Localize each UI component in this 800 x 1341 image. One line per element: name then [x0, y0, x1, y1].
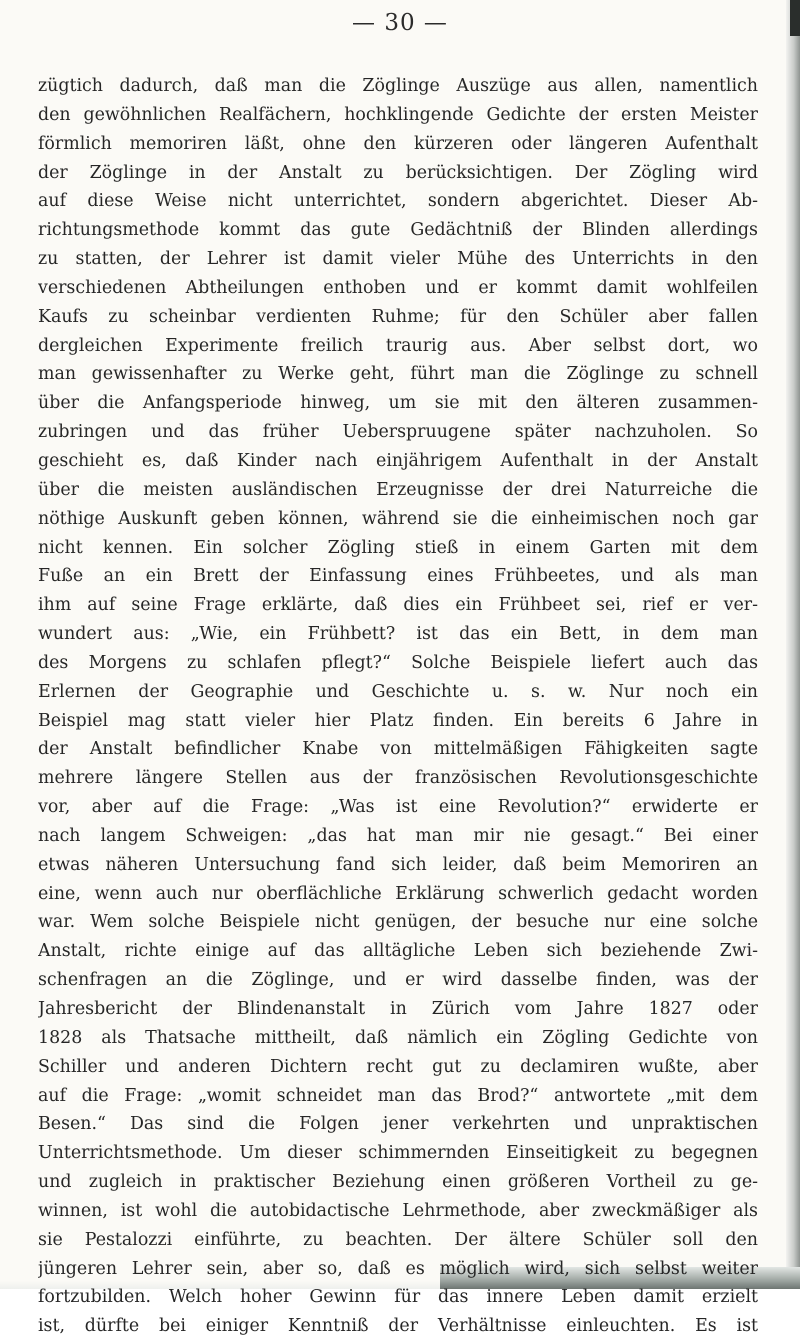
text-line: ist, dürfte bei einiger Kenntniß der Verhältnisse einleuchten. Es ist — [38, 1316, 758, 1337]
text-line: Anstalt, richte einige auf das alltägliche Leben sich beziehende Zwi- — [38, 941, 758, 962]
text-line: des Morgens zu schlafen pflegt?“ Solche Beispiele liefert auch das — [38, 652, 758, 673]
text-line: 1828 als Thatsache mittheilt, daß nämlich ein Zögling Gedichte von — [38, 1027, 758, 1048]
text-line: wundert aus: „Wie, ein Frühbett? ist das ein Bett, in dem man — [38, 624, 758, 645]
text-line: richtungsmethode kommt das gute Gedächtniß der Blinden allerdings — [38, 220, 758, 241]
text-line: Beispiel mag statt vieler hier Platz finden. Ein bereits 6 Jahre in — [38, 710, 758, 731]
text-line: winnen, ist wohl die autobidactische Lehrmethode, aber zweckmäßiger als — [38, 1200, 758, 1221]
text-line: geschieht es, daß Kinder nach einjährigem Aufenthalt in der Anstalt — [38, 450, 758, 471]
text-line: Besen.“ Das sind die Folgen jener verkehrten und unpraktischen — [38, 1114, 758, 1135]
text-line: und zugleich in praktischer Beziehung einen größeren Vortheil zu ge- — [38, 1172, 758, 1193]
page-edge-shadow — [786, 0, 800, 1289]
text-line: dergleichen Experimente freilich traurig aus. Aber selbst dort, wo — [38, 335, 758, 356]
text-line: war. Wem solche Beispiele nicht genügen, der besuche nur eine solche — [38, 912, 758, 933]
text-line: sie Pestalozzi einführte, zu beachten. Der ältere Schüler soll den — [38, 1229, 758, 1250]
text-line: schenfragen an die Zöglinge, und er wird dasselbe finden, was der — [38, 970, 758, 991]
text-line: der Anstalt befindlicher Knabe von mittelmäßigen Fähigkeiten sagte — [38, 739, 758, 760]
text-line: eine, wenn auch nur oberflächliche Erklärung schwerlich gedacht worden — [38, 883, 758, 904]
text-line: den gewöhnlichen Realfächern, hochklingende Gedichte der ersten Meister — [38, 104, 758, 125]
text-line: vor, aber auf die Frage: „Was ist eine Revolution?“ erwiderte er — [38, 797, 758, 818]
text-line: zügtich dadurch, daß man die Zöglinge Auszüge aus allen, namentlich — [38, 76, 758, 96]
text-line: auf die Frage: „womit schneidet man das Brod?“ antwortete „mit dem — [38, 1085, 758, 1106]
text-line: Unterrichtsmethode. Um dieser schimmernden Einseitigkeit zu begegnen — [38, 1143, 758, 1164]
text-line: Erlernen der Geographie und Geschichte u. s. w. Nur noch ein — [38, 681, 758, 702]
text-line: förmlich memoriren läßt, ohne den kürzeren oder längeren Aufenthalt — [38, 133, 758, 154]
text-line: jüngeren Lehrer sein, aber so, daß es möglich wird, sich selbst weiter — [38, 1258, 758, 1279]
text-line: über die meisten ausländischen Erzeugnisse der drei Naturreiche die — [38, 479, 758, 500]
text-line: ihm auf seine Frage erklärte, daß dies ein Frühbeet sei, rief er ver- — [38, 595, 758, 616]
text-line: Fuße an ein Brett der Einfassung eines Frühbeetes, und als man — [38, 566, 758, 587]
text-line: mehrere längere Stellen aus der französischen Revolutionsgeschichte — [38, 768, 758, 789]
text-line: man gewissenhafter zu Werke geht, führt man die Zöglinge zu schnell — [38, 364, 758, 385]
page-number: — 30 — — [352, 10, 448, 36]
text-line: Jahresbericht der Blindenanstalt in Zürich vom Jahre 1827 oder — [38, 999, 758, 1019]
text-line: etwas näheren Untersuchung fand sich leider, daß beim Memoriren an — [38, 854, 758, 875]
text-line: zubringen und das früher Ueberspruugene später nachzuholen. So — [38, 422, 758, 443]
text-line: der Zöglinge in der Anstalt zu berücksichtigen. Der Zögling wird — [38, 162, 758, 183]
text-line: zu statten, der Lehrer ist damit vieler Mühe des Unterrichts in den — [38, 249, 758, 270]
text-line: verschiedenen Abtheilungen enthoben und er kommt damit wohlfeilen — [38, 277, 758, 298]
text-line: über die Anfangsperiode hinweg, um sie mit den älteren zusammen- — [38, 393, 758, 414]
text-line: nicht kennen. Ein solcher Zögling stieß in einem Garten mit dem — [38, 537, 758, 558]
text-line: fortzubilden. Welch hoher Gewinn für das innere Leben damit erzielt — [38, 1287, 758, 1308]
text-line: nöthige Auskunft geben können, während sie die einheimischen noch gar — [38, 508, 758, 529]
text-line: Schiller und anderen Dichtern recht gut zu declamiren wußte, aber — [38, 1056, 758, 1077]
text-line: auf diese Weise nicht unterrichtet, sondern abgerichtet. Dieser Ab- — [38, 191, 758, 212]
body-text — [38, 72, 758, 1341]
text-line: nach langem Schweigen: „das hat man mir nie gesagt.“ Bei einer — [38, 825, 758, 846]
text-line: Kaufs zu scheinbar verdienten Ruhme; für den Schüler aber fallen — [38, 306, 758, 327]
